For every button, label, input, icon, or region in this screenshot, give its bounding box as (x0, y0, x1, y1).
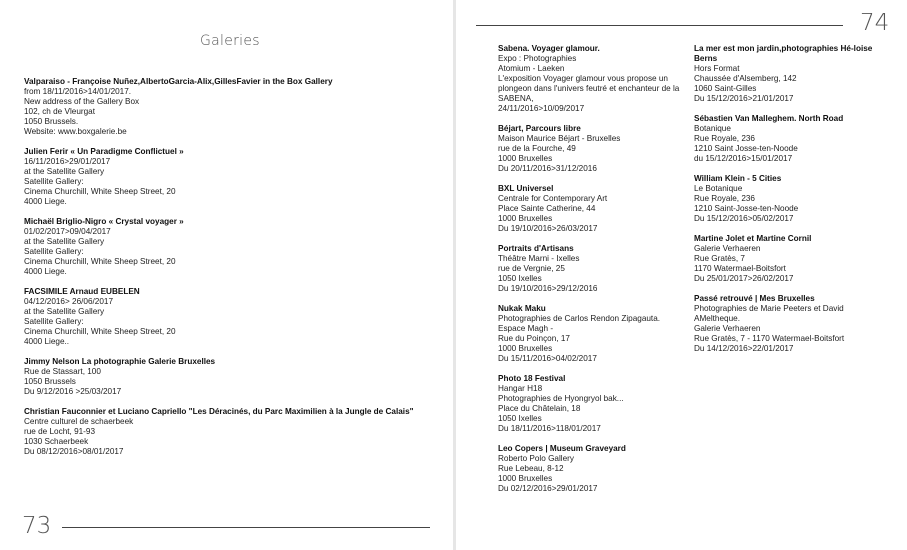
entry-line: Le Botanique (694, 184, 743, 193)
entry-line: Du 25/01/2017>26/02/2017 (694, 274, 794, 283)
entry-line: Espace Magh - (498, 324, 554, 333)
entry-title: Christian Fauconnier et Luciano Capriello "Les Déracinés, du Parc Maximilien à la Jungle de Calais" (24, 407, 414, 416)
header-rule (476, 25, 843, 26)
gallery-entry (498, 184, 688, 234)
entry-title: Michaël Briglio-Nigro « Crystal voyager » (24, 217, 184, 226)
entry-line: Rue Royale, 236 (694, 134, 755, 143)
entry-line: 1050 Brussels (24, 377, 76, 386)
entry-line: from 18/11/2016>14/01/2017. (24, 87, 132, 96)
entry-line: at the Satellite Gallery (24, 237, 105, 246)
entry-line: 1050 Ixelles (498, 414, 542, 423)
entry-line: 24/11/2016>10/09/2017 (498, 104, 585, 113)
entry-line: Du 9/12/2016 >25/03/2017 (24, 387, 122, 396)
gallery-entry (498, 44, 688, 114)
entry-line: Centrale for Contemporary Art (498, 194, 608, 203)
entry-line: Photographies de Marie Peeters et David AMeltheque. (694, 304, 844, 323)
entry-line: at the Satellite Gallery (24, 167, 105, 176)
entry-line: Place Sainte Catherine, 44 (498, 204, 596, 213)
gallery-entry (24, 357, 429, 397)
entry-title: Béjart, Parcours libre (498, 124, 581, 133)
entry-line: 4000 Liege. (24, 267, 67, 276)
entry-line: Atomium - Laeken (498, 64, 565, 73)
entry-line: Rue Royale, 236 (694, 194, 755, 203)
page-number-left: 73 (22, 513, 52, 539)
entry-line: Photographies de Carlos Rendon Zipagauta. (498, 314, 661, 323)
entry-title: Photo 18 Festival (498, 374, 566, 383)
entry-line: Du 08/12/2016>08/01/2017 (24, 447, 124, 456)
entry-line: Rue de Stassart, 100 (24, 367, 101, 376)
entry-line: Roberto Polo Gallery (498, 454, 574, 463)
entry-line: 1030 Schaerbeek (24, 437, 89, 446)
entry-line: L'exposition Voyager glamour vous propose un plongeon dans l'univers feutré et enchanteur de la SABENA, (498, 74, 680, 103)
entry-line: 1170 Watermael-Boitsfort (694, 264, 786, 273)
entry-line: Satellite Gallery: (24, 317, 84, 326)
gallery-entry (694, 234, 879, 284)
entry-line: Du 20/11/2016>31/12/2016 (498, 164, 597, 173)
entry-title: William Klein - 5 Cities (694, 174, 782, 183)
entry-line: Rue Gratès, 7 (694, 254, 745, 263)
entry-line: Expo : Photographies (498, 54, 577, 63)
entry-line: Satellite Gallery: (24, 247, 84, 256)
entry-line: at the Satellite Gallery (24, 307, 105, 316)
gallery-entry (24, 77, 429, 137)
gallery-entry (24, 287, 429, 347)
entry-line: Website: www.boxgalerie.be (24, 127, 127, 136)
left-column (24, 77, 429, 467)
entry-title: BXL Universel (498, 184, 554, 193)
gallery-entry (694, 294, 879, 354)
entry-line: 1210 Saint-Josse-ten-Noode (694, 204, 799, 213)
entry-line: Photographies de Hyongryol bak... (498, 394, 624, 403)
entry-title: Nukak Maku (498, 304, 546, 313)
gallery-entry (498, 124, 688, 174)
entry-line: 1000 Bruxelles (498, 214, 553, 223)
gallery-entry (498, 444, 688, 494)
entry-line: rue de Vergnie, 25 (498, 264, 565, 273)
gallery-entry (694, 44, 879, 104)
entry-line: Centre culturel de schaerbeek (24, 417, 134, 426)
gallery-entry (24, 147, 429, 207)
entry-line: 1050 Ixelles (498, 274, 542, 283)
entry-line: Du 15/12/2016>05/02/2017 (694, 214, 794, 223)
entry-line: Satellite Gallery: (24, 177, 84, 186)
gallery-entry (24, 407, 429, 457)
entry-line: 1210 Saint Josse-ten-Noode (694, 144, 798, 153)
gallery-entry (498, 304, 688, 364)
entry-line: 04/12/2016> 26/06/2017 (24, 297, 114, 306)
entry-title: Sébastien Van Malleghem. North Road (694, 114, 844, 123)
entry-line: Du 15/12/2016>21/01/2017 (694, 94, 794, 103)
entry-line: 16/11/2016>29/01/2017 (24, 157, 111, 166)
gallery-entry (498, 244, 688, 294)
entry-line: Cinema Churchill, White Sheep Street, 20 (24, 327, 176, 336)
entry-line: Cinema Churchill, White Sheep Street, 20 (24, 257, 176, 266)
entry-line: 1000 Bruxelles (498, 344, 553, 353)
entry-line: Du 19/10/2016>26/03/2017 (498, 224, 598, 233)
gallery-entry (694, 114, 879, 164)
entry-line: 01/02/2017>09/04/2017 (24, 227, 111, 236)
entry-line: Place du Châtelain, 18 (498, 404, 581, 413)
entry-line: Cinema Churchill, White Sheep Street, 20 (24, 187, 176, 196)
entry-line: Rue du Poinçon, 17 (498, 334, 570, 343)
entry-line: Rue Gratès, 7 - 1170 Watermael-Boitsfort (694, 334, 845, 343)
entry-line: rue de Locht, 91-93 (24, 427, 96, 436)
entry-line: 4000 Liege.. (24, 337, 70, 346)
entry-line: Du 19/10/2016>29/12/2016 (498, 284, 598, 293)
entry-line: Du 14/12/2016>22/01/2017 (694, 344, 794, 353)
entry-line: Galerie Verhaeren (694, 244, 761, 253)
entry-line: 1060 Saint-Gilles (694, 84, 757, 93)
entry-title: FACSIMILE Arnaud EUBELEN (24, 287, 140, 296)
left-page (0, 0, 453, 550)
entry-title: La mer est mon jardin,photographies Hé-loise Berns (694, 44, 873, 63)
entry-title: Martine Jolet et Martine Cornil (694, 234, 812, 243)
page-number-right: 74 (860, 10, 890, 36)
entry-line: Botanique (694, 124, 731, 133)
entry-title: Valparaiso - Françoise Nuñez,AlbertoGarcia-Alix,GillesFavier in the Box Gallery (24, 77, 333, 86)
entry-line: 4000 Liege. (24, 197, 67, 206)
entry-line: Théâtre Marni - Ixelles (498, 254, 580, 263)
right-column (694, 44, 879, 364)
entry-line: Rue Lebeau, 8-12 (498, 464, 564, 473)
entry-title: Portraits d'Artisans (498, 244, 574, 253)
entry-line: rue de la Fourche, 49 (498, 144, 576, 153)
entry-line: 1000 Bruxelles (498, 474, 553, 483)
entry-title: Passé retrouvé | Mes Bruxelles (694, 294, 815, 303)
entry-line: Chaussée d'Alsemberg, 142 (694, 74, 797, 83)
gallery-entry (498, 374, 688, 434)
entry-title: Julien Ferir « Un Paradigme Conflictuel » (24, 147, 184, 156)
entry-line: du 15/12/2016>15/01/2017 (694, 154, 793, 163)
entry-line: Galerie Verhaeren (694, 324, 761, 333)
entry-line: Maison Maurice Béjart - Bruxelles (498, 134, 621, 143)
entry-line: Hangar H18 (498, 384, 543, 393)
gallery-entry (24, 217, 429, 277)
gallery-entry (694, 174, 879, 224)
entry-line: 1050 Brussels. (24, 117, 79, 126)
entry-line: New address of the Gallery Box (24, 97, 140, 106)
footer-rule (62, 527, 430, 528)
entry-title: Jimmy Nelson La photographie Galerie Bruxelles (24, 357, 216, 366)
entry-line: 1000 Bruxelles (498, 154, 553, 163)
entry-line: Du 18/11/2016>118/01/2017 (498, 424, 601, 433)
entry-line: Du 02/12/2016>29/01/2017 (498, 484, 598, 493)
entry-title: Leo Copers | Museum Graveyard (498, 444, 626, 453)
entry-line: Hors Format (694, 64, 740, 73)
page-title: Galeries (200, 33, 260, 49)
middle-column (498, 44, 688, 504)
entry-line: Du 15/11/2016>04/02/2017 (498, 354, 597, 363)
entry-title: Sabena. Voyager glamour. (498, 44, 600, 53)
entry-line: 102, ch de Vleurgat (24, 107, 96, 116)
